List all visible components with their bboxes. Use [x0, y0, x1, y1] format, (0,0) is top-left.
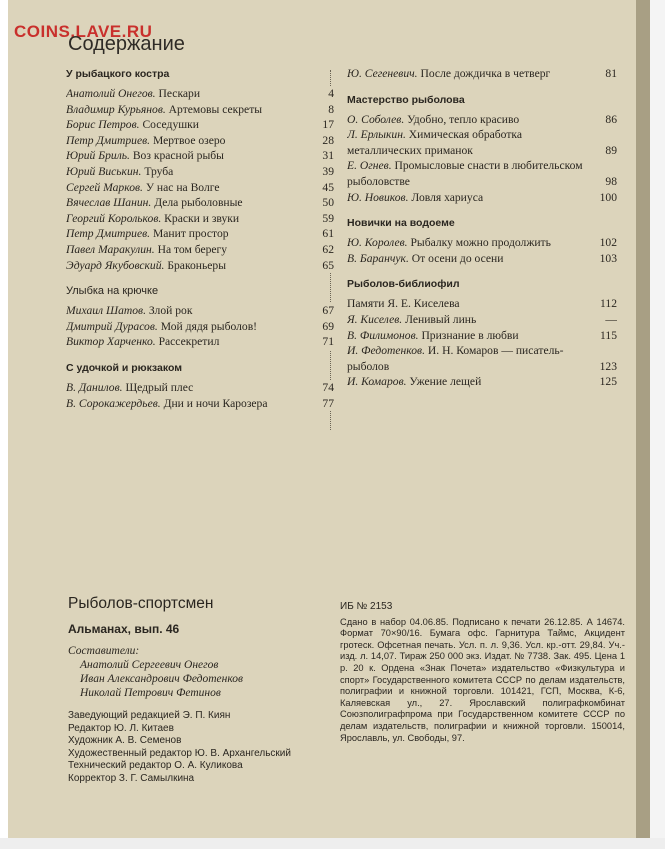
toc-entry — [66, 102, 334, 118]
entry-text — [347, 297, 460, 310]
entry-page-number: 74 — [319, 380, 334, 396]
entry-author: Виктор Харченко. — [66, 335, 156, 349]
credit-line: Корректор З. Г. Самылкина — [68, 772, 195, 784]
entry-title: Рассекретил — [158, 335, 220, 349]
entry-title: После дождичка в четверг — [420, 67, 551, 80]
entry-text — [66, 227, 229, 240]
entry-author: Дмитрий Дурасов. — [66, 319, 158, 333]
entry-title: От осени до осени — [411, 251, 504, 265]
toc-entry — [66, 211, 334, 227]
entry-text — [66, 103, 262, 116]
credit-line: Художественный редактор Ю. В. Архангельский — [68, 747, 291, 759]
entry-page-number: 102 — [597, 235, 617, 251]
credit-line: Художник А. В. Семенов — [68, 735, 182, 746]
entry-author: И. Федотенков. — [347, 344, 425, 358]
entry-page-number: 103 — [597, 251, 617, 267]
toc-entry — [66, 303, 334, 319]
section-gap — [347, 266, 617, 276]
almanac-block — [68, 594, 328, 785]
entry-page-number: 98 — [602, 174, 617, 190]
entry-text — [66, 212, 239, 225]
entry-page-number: 89 — [602, 143, 617, 159]
toc-entry — [66, 164, 334, 180]
entry-title: Мертвое озеро — [152, 133, 226, 147]
compilers-label: Составители: — [68, 645, 140, 657]
entry-author: Е. Огнев. — [347, 159, 392, 173]
entry-title: Промысловые снасти в любительском рыболовстве — [347, 159, 583, 188]
imprint-text: Сдано в набор 04.06.85. Подписано к печати 26.12.85. А 14674. Формат 70×90/16. Бумага офс. Гарнитура Таймс, Акцидент гротеск. Офсетная печать. Усл. п. л. 9,36. Усл. кр.-отт. 29,84. Уч.-изд. л. 14,07. Тираж 250 000 экз. Издат. № 7738. Зак. 495. Цена 1 р. 20 к. Ордена «Знак Почета» издательство «Физкультура и спорт» Государственного комитета СССР по делам издательств, полиграфии и книжной торговли. 101421, ГСП, Москва, К-6, Каляевская ул., 27. Ярославский полиграфкомбинат Союзполиграфпрома при Государственном комитете СССР по делам издательств, полиграфии и книжной торговли. 150014, Ярославль, ул. Свободы, 97. — [340, 616, 625, 743]
entry-page-number: 50 — [319, 195, 334, 211]
entry-author: Вячеслав Шанин. — [66, 196, 152, 210]
entry-title: Признание в любви — [421, 328, 519, 342]
entry-title: Манит простор — [152, 227, 229, 241]
entry-text — [347, 313, 476, 326]
entry-title: Рыбалку можно продолжить — [410, 236, 551, 250]
toc-entry — [347, 66, 617, 82]
toc-entry — [66, 148, 334, 164]
entry-author: В. Баранчук. — [347, 251, 409, 265]
entry-page-number: 125 — [597, 374, 617, 390]
toc-entry — [347, 312, 617, 328]
entry-title: Злой рок — [148, 304, 193, 318]
entry-page-number: 39 — [319, 164, 334, 180]
toc-entry — [66, 380, 334, 396]
entry-title: Ленивый линь — [405, 312, 477, 326]
entry-page-number: 59 — [319, 211, 334, 227]
section-heading: Улыбка на крючке — [66, 285, 159, 298]
entry-page-number: 71 — [319, 334, 334, 350]
toc-entry — [66, 319, 334, 335]
section-heading: Мастерство рыболова — [347, 93, 465, 106]
entry-page-number: 61 — [319, 226, 334, 242]
imprint-block — [340, 601, 625, 744]
entry-text — [66, 381, 193, 394]
toc-entry — [347, 127, 617, 158]
toc-entry — [347, 343, 617, 374]
entry-title: Мой дядя рыболов! — [160, 319, 258, 333]
entry-page-number: 77 — [319, 396, 334, 412]
entry-title: Артемовы секреты — [168, 102, 263, 116]
credits-list — [68, 710, 328, 785]
toc-entry — [66, 195, 334, 211]
entry-text — [347, 252, 503, 265]
toc-entry — [347, 158, 617, 189]
entry-text — [66, 304, 192, 317]
entry-title: Краски и звуки — [164, 211, 240, 225]
toc-entry — [347, 296, 617, 312]
entry-text — [347, 159, 583, 188]
entry-text — [347, 128, 522, 157]
entry-title: Браконьеры — [167, 258, 227, 272]
entry-author: Я. Киселев. — [347, 312, 403, 326]
entry-text — [66, 196, 243, 209]
entry-author: Л. Ерлыкин. — [347, 128, 406, 142]
entry-page-number: 28 — [319, 133, 334, 149]
entry-page-number: 45 — [319, 180, 334, 196]
toc-right-column — [347, 66, 617, 390]
entry-title: Воз красной рыбы — [132, 149, 224, 163]
toc-entry — [66, 242, 334, 258]
entry-title: Ловля хариуса — [411, 190, 484, 204]
entry-page-number: 69 — [319, 319, 334, 335]
entry-page-number: 62 — [319, 242, 334, 258]
entry-author: Михаил Шатов. — [66, 304, 146, 318]
entry-author: Сергей Марков. — [66, 180, 143, 194]
credit-line: Технический редактор О. А. Куликова — [68, 760, 243, 771]
entry-page-number: 86 — [602, 112, 617, 128]
entry-title: У нас на Волге — [145, 180, 220, 194]
compiler-name: Иван Александрович Федотенков — [80, 673, 244, 685]
entry-author: О. Соболев. — [347, 112, 405, 126]
toc-entry — [66, 86, 334, 102]
credit-line: Заведующий редакцией Э. П. Киян — [68, 710, 231, 721]
entry-page-number: 81 — [602, 66, 617, 82]
entry-text — [347, 67, 550, 80]
entry-page-number: 112 — [597, 296, 617, 312]
scan-bottom-margin — [0, 838, 665, 849]
watermark: COINS.LAVE.RU — [14, 22, 153, 41]
toc-entry — [347, 235, 617, 251]
toc-entry — [66, 180, 334, 196]
entry-text — [66, 118, 199, 131]
entry-text — [347, 375, 481, 388]
entry-title: Удобно, тепло красиво — [407, 112, 520, 126]
compiler-name: Анатолий Сергеевич Онегов — [80, 659, 219, 671]
page-edge — [636, 0, 650, 838]
entry-text — [66, 320, 257, 333]
entry-text — [66, 243, 227, 256]
toc-left-column — [66, 66, 334, 411]
almanac-subtitle: Альманах, вып. 46 — [68, 622, 180, 636]
imprint-ib-number: ИБ № 2153 — [340, 601, 393, 612]
scan-margin — [650, 0, 665, 849]
section-gap — [66, 350, 334, 360]
entry-page-number: 67 — [319, 303, 334, 319]
entry-page-number: 115 — [597, 328, 617, 344]
entry-title: И. Н. Комаров — писатель-рыболов — [347, 344, 564, 373]
entry-title: Щедрый плес — [125, 380, 194, 394]
entry-author: Борис Петров. — [66, 118, 140, 132]
entry-text — [66, 335, 219, 348]
entry-page-number: 31 — [319, 148, 334, 164]
almanac-title: Рыболов-спортсмен — [68, 595, 214, 612]
entry-author: Ю. Королев. — [347, 236, 408, 250]
entry-author: Эдуард Якубовский. — [66, 258, 165, 272]
entry-text — [347, 113, 519, 126]
toc-entry — [66, 396, 334, 412]
toc-entry — [66, 258, 334, 274]
compiler-name: Николай Петрович Фетинов — [80, 687, 221, 699]
entry-author: Анатолий Онегов. — [66, 87, 156, 100]
entry-text — [66, 259, 226, 272]
entry-author: Георгий Корольков. — [66, 211, 162, 225]
entry-text — [347, 191, 483, 204]
entry-author: Юрий Бриль. — [66, 149, 130, 163]
entry-title: На том берегу — [157, 242, 228, 256]
entry-text — [347, 236, 551, 249]
toc-entry — [347, 328, 617, 344]
section-gap — [347, 82, 617, 92]
section-gap — [66, 273, 334, 283]
entry-title: Дни и ночи Карозера — [163, 396, 268, 410]
entry-text — [66, 149, 224, 162]
page-title: Содержание — [68, 33, 185, 55]
toc-entry — [66, 334, 334, 350]
entry-title: Соседушки — [142, 118, 200, 132]
entry-page-number: 4 — [325, 86, 334, 102]
entry-title: Дела рыболовные — [154, 196, 243, 210]
toc-entry — [66, 117, 334, 133]
toc-entry — [347, 251, 617, 267]
entry-text — [66, 165, 173, 178]
entry-text — [347, 329, 519, 342]
entry-author: Ю. Сегеневич. — [347, 67, 418, 80]
entry-author: Ю. Новиков. — [347, 190, 409, 204]
entry-author: Юрий Виськин. — [66, 164, 142, 178]
entry-title: Труба — [144, 164, 174, 178]
entry-text — [66, 134, 225, 147]
entry-text — [347, 344, 564, 373]
entry-author: Петр Дмитриев. — [66, 227, 151, 241]
toc-entry — [66, 133, 334, 149]
entry-text — [66, 87, 200, 100]
entry-title: Пескари — [158, 87, 201, 100]
entry-page-number: 8 — [325, 102, 334, 118]
section-heading: Рыболов-библиофил — [347, 278, 460, 291]
entry-text — [66, 397, 268, 410]
entry-page-number: 123 — [597, 359, 617, 375]
entry-page-number: 65 — [319, 258, 334, 274]
toc-entry — [347, 374, 617, 390]
entry-author: Павел Маракулин. — [66, 242, 155, 256]
toc-entry — [347, 190, 617, 206]
entry-author: Владимир Курьянов. — [66, 102, 166, 116]
toc-entry — [66, 226, 334, 242]
section-heading: Новички на водоеме — [347, 217, 455, 230]
entry-author: В. Сорокажердьев. — [66, 396, 161, 410]
entry-page-number: 100 — [597, 190, 617, 206]
entry-page-number: — — [602, 312, 617, 328]
section-heading: У рыбацкого костра — [66, 68, 170, 80]
credit-line: Редактор Ю. Л. Китаев — [68, 722, 174, 734]
entry-text — [66, 181, 220, 194]
entry-author: Петр Дмитриев. — [66, 133, 151, 147]
entry-title: Ужение лещей — [409, 375, 482, 389]
section-gap — [347, 205, 617, 215]
entry-title: Химическая обработка металлических приманок — [347, 128, 522, 157]
toc-entry — [347, 112, 617, 128]
entry-page-number: 17 — [319, 117, 334, 133]
section-heading: С удочкой и рюкзаком — [66, 361, 182, 374]
entry-title: Памяти Я. Е. Киселева — [347, 297, 460, 311]
entry-author: И. Комаров. — [347, 375, 407, 389]
entry-author: В. Данилов. — [66, 380, 123, 394]
entry-author: В. Филимонов. — [347, 328, 419, 342]
